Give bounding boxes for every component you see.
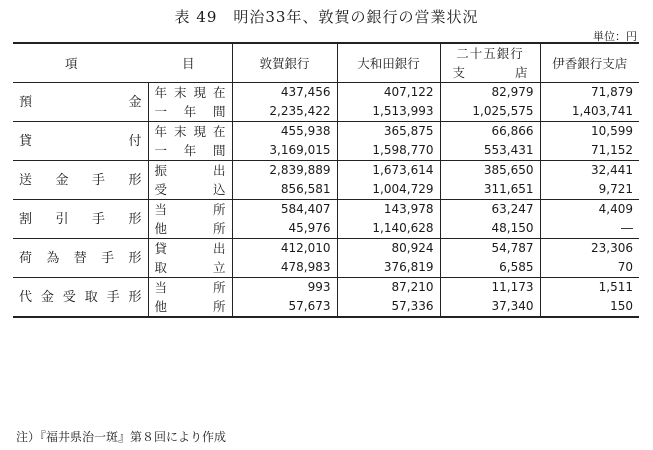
value-cell [232,83,337,122]
sub-label: 受込 [154,182,226,197]
header-row [13,43,639,83]
value: 32,441 [591,163,633,177]
value: 150 [610,299,633,313]
row-sub-labels [148,278,232,318]
row-item-label: 貸付 [19,133,142,149]
value: 57,336 [391,299,434,313]
value: 57,673 [288,299,331,313]
header-bank-3-char: 支 [452,65,466,80]
value-cell [440,200,540,239]
value-cell [440,161,540,200]
value: 376,819 [383,260,434,274]
value: 455,938 [280,124,331,138]
header-item-char-1: 項 [65,55,79,71]
table-row [13,83,639,122]
table-row [13,161,639,200]
row-sub-labels [148,200,232,239]
value-cell [540,161,639,200]
row-item-label: 割引手形 [19,211,142,227]
sub-label: 年末現在 [154,124,226,139]
value: 1,403,741 [571,104,633,118]
value: 478,983 [280,260,331,274]
value: 23,306 [591,241,633,255]
value-cell [440,122,540,161]
value: 856,581 [280,182,331,196]
value: 1,025,575 [472,104,534,118]
value: 407,122 [383,85,434,99]
value-cell [337,122,440,161]
sub-label: 年末現在 [154,85,226,100]
value: 4,409 [598,202,633,216]
value: 87,210 [391,280,434,294]
sub-label: 振出 [154,163,226,178]
value-cell [540,239,639,278]
value-cell [337,278,440,318]
value: 553,431 [483,143,534,157]
table-title: 表 49 明治33年、敦賀の銀行の営業状況 [174,8,479,26]
row-sub-labels [148,161,232,200]
row-sub-labels [148,83,232,122]
sub-label: 他所 [154,299,226,314]
value-cell [540,83,639,122]
value: 9,721 [598,182,633,196]
sub-label: 当所 [154,280,226,295]
row-sub-labels [148,239,232,278]
value: 365,875 [383,124,434,138]
table-row [13,122,639,161]
value-cell [337,83,440,122]
header-bank-1: 敦賀銀行 [232,43,337,83]
value: 1,598,770 [372,143,434,157]
sub-label: 他所 [154,221,226,236]
value: 993 [307,280,331,294]
value: 3,169,015 [269,143,331,157]
value: 10,599 [591,124,633,138]
header-bank-2: 大和田銀行 [337,43,440,83]
row-item-label: 預金 [19,94,142,110]
sub-label: 貸出 [154,241,226,256]
source-note: 注）『福井県治一斑』第８回により作成 [16,430,227,444]
row-item-label: 荷為替手形 [19,250,142,266]
value: 80,924 [391,241,434,255]
value: 37,340 [491,299,534,313]
value: 2,839,889 [269,163,331,177]
value-cell [337,161,440,200]
value: 584,407 [280,202,331,216]
sub-label: 一年間 [154,143,226,158]
value-cell [232,200,337,239]
header-bank-3 [440,43,540,83]
value: 1,140,628 [372,221,434,235]
value: 71,879 [591,85,633,99]
value-cell [440,239,540,278]
value: 1,004,729 [372,182,434,196]
value: 1,513,993 [372,104,434,118]
value-cell [232,278,337,318]
bank-statistics-table [13,42,639,318]
value: 11,173 [491,280,534,294]
header-bank-3-line2 [447,63,534,82]
value: 311,651 [483,182,534,196]
value: 82,979 [491,85,534,99]
table-row [13,278,639,318]
value: 70 [617,260,633,274]
value-cell [440,278,540,318]
value-cell [337,200,440,239]
value-cell [440,83,540,122]
value: 45,976 [288,221,331,235]
value-cell [540,278,639,318]
table-row [13,200,639,239]
value: 412,010 [280,241,331,255]
value: 71,152 [591,143,633,157]
value: ― [621,221,633,235]
header-item-char-2: 目 [181,55,196,71]
unit-label: 単位：円 [593,30,637,43]
value-cell [337,239,440,278]
value: 2,235,422 [269,104,331,118]
value: 6,585 [499,260,534,274]
value: 385,650 [483,163,534,177]
sub-label: 一年間 [154,104,226,119]
value-cell [232,122,337,161]
sub-label: 取立 [154,260,226,275]
row-sub-labels [148,122,232,161]
value: 143,978 [383,202,434,216]
value: 63,247 [491,202,534,216]
value-cell [232,239,337,278]
value-cell [540,122,639,161]
header-bank-4: 伊香銀行支店 [540,43,639,83]
value: 1,673,614 [372,163,434,177]
value: 48,150 [491,221,534,235]
table-row [13,239,639,278]
value: 66,866 [491,124,534,138]
value: 1,511 [598,280,633,294]
value-cell [540,200,639,239]
value: 54,787 [491,241,534,255]
header-bank-3-char: 店 [514,65,528,80]
value-cell [232,161,337,200]
header-item [13,43,232,83]
row-item-label: 送金手形 [19,172,142,188]
sub-label: 当所 [154,202,226,217]
row-item-label: 代金受取手形 [19,289,142,305]
header-bank-3-line1: 二十五銀行 [456,46,524,61]
value: 437,456 [280,85,331,99]
